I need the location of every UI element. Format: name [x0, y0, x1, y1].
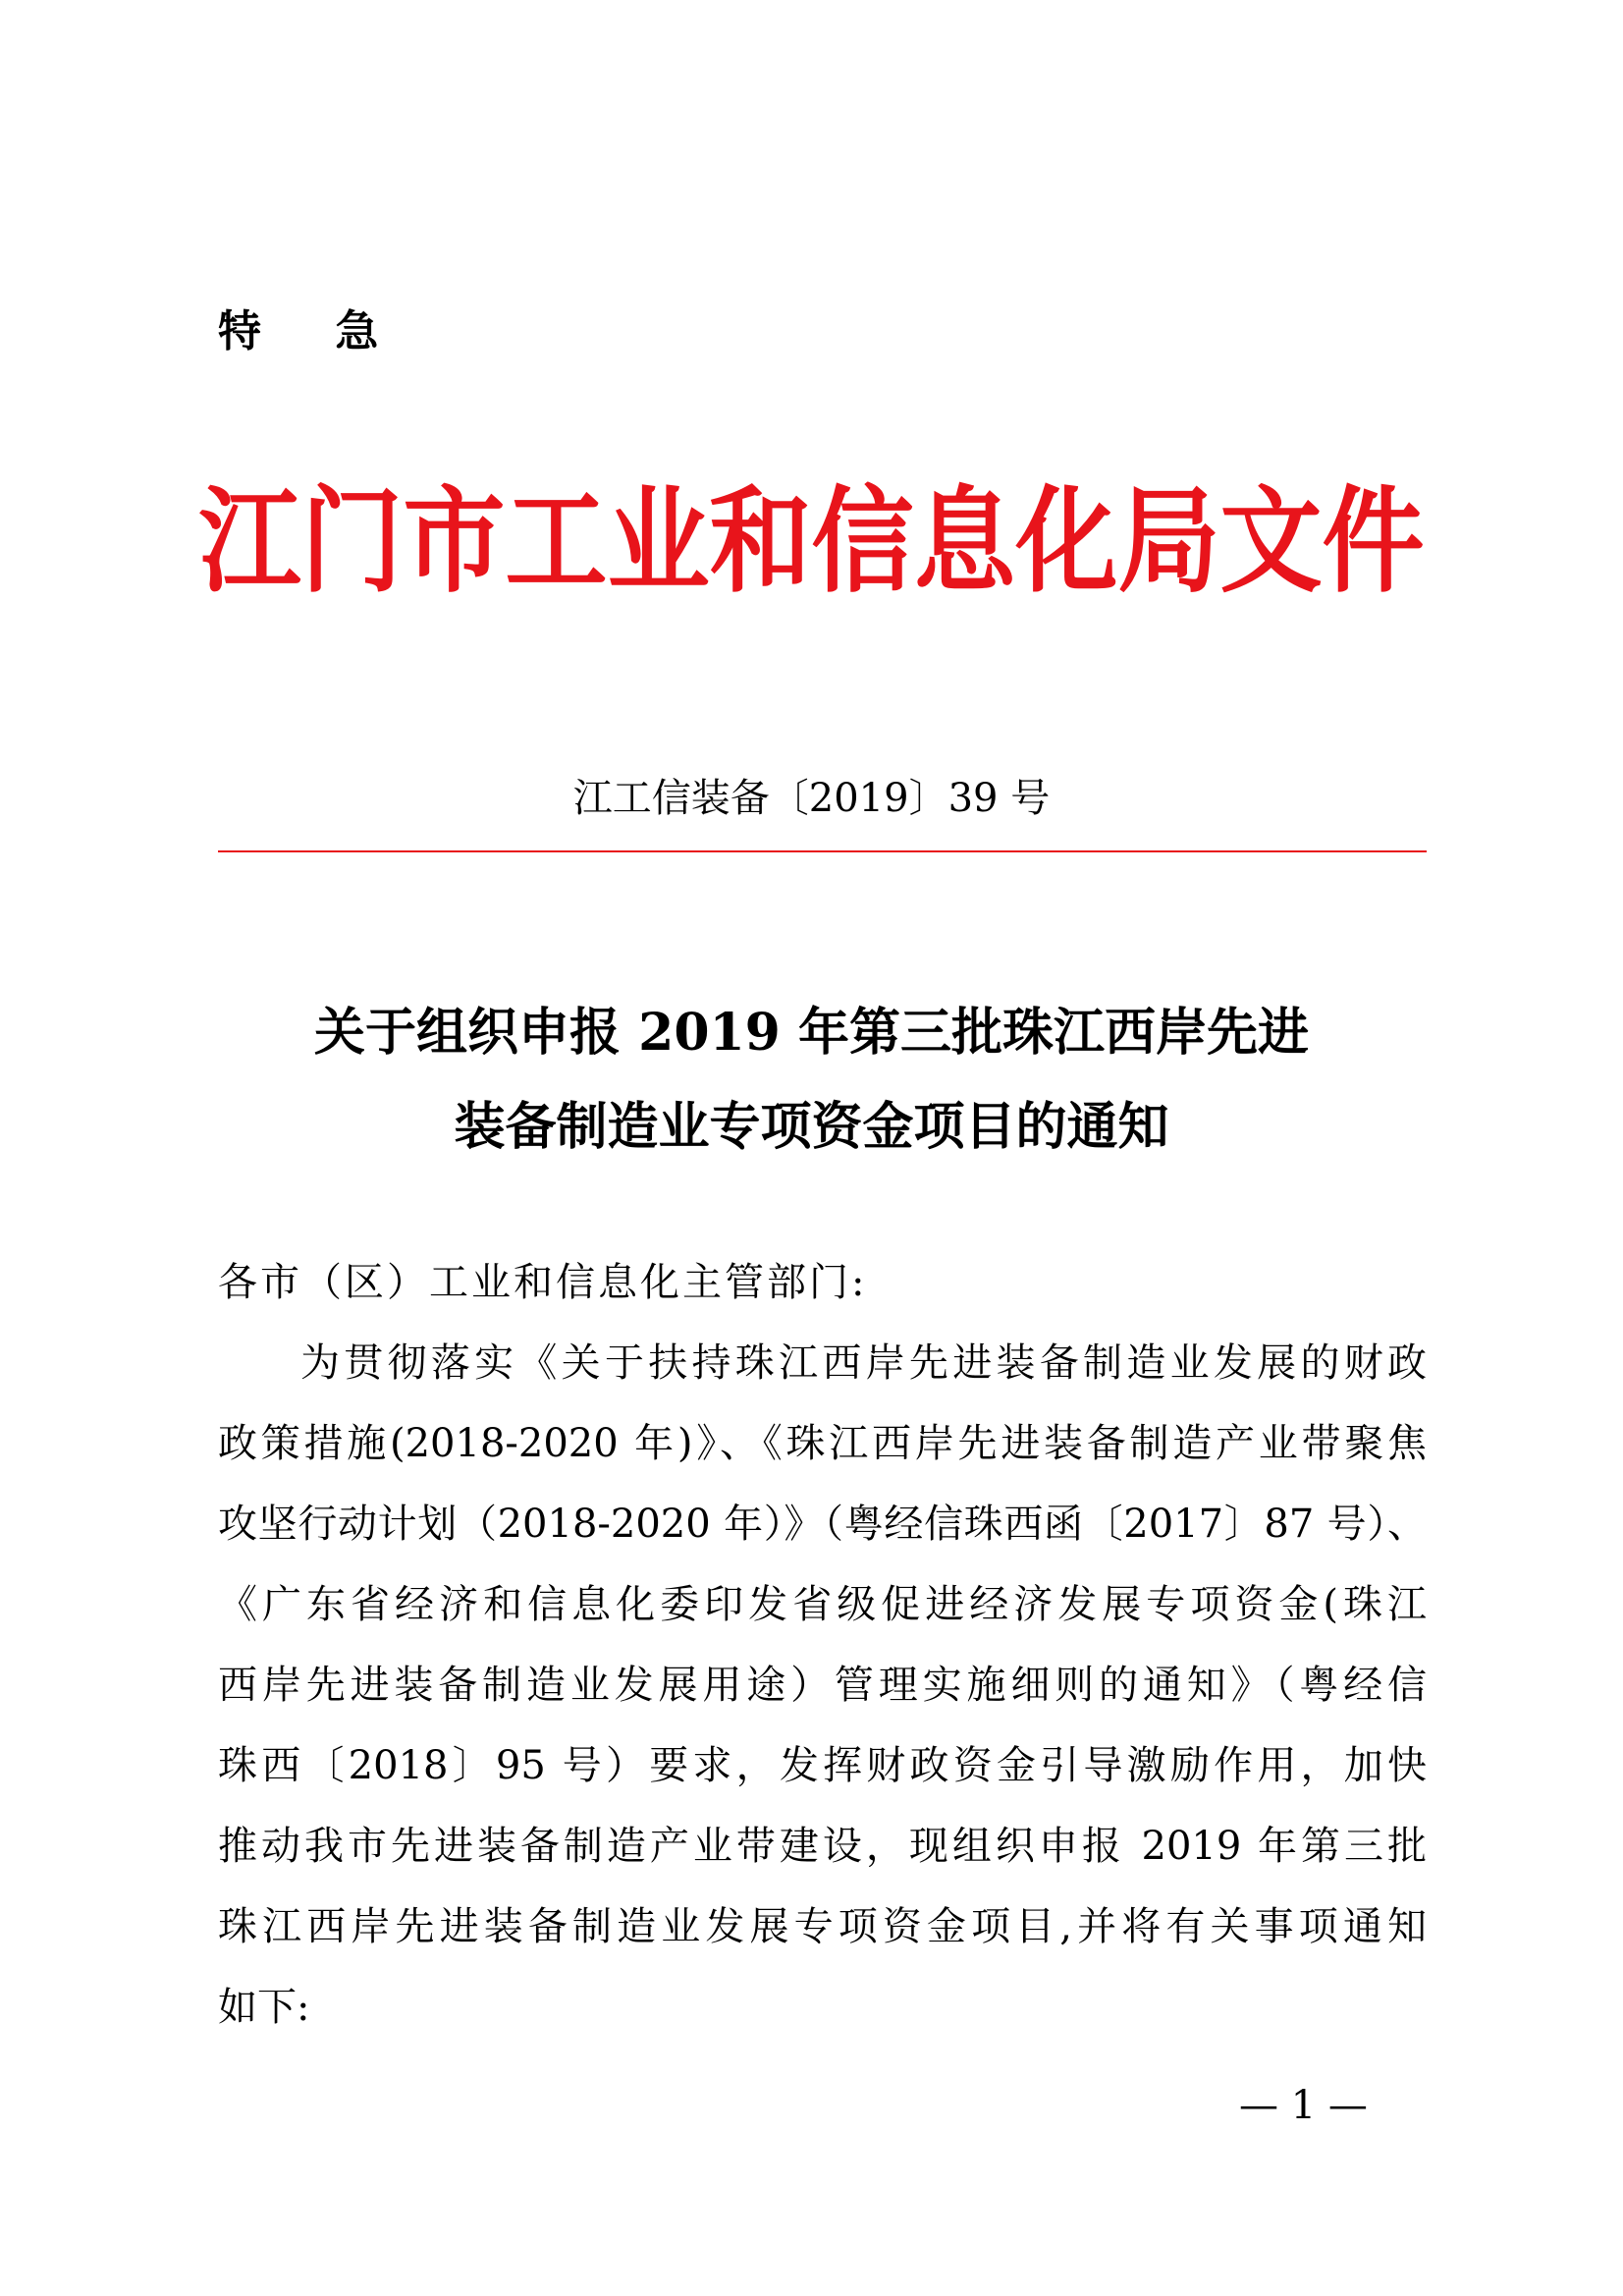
body-line: 为贯彻落实《关于扶持珠江西岸先进装备制造业发展的财政 [300, 1340, 1427, 1386]
body-line: 政策措施(2018-2020 年)》、《珠江西岸先进装备制造产业带聚焦 [218, 1421, 1427, 1466]
body-line: 珠江西岸先进装备制造业发展专项资金项目,并将有关事项通知 [218, 1904, 1427, 1949]
red-divider-line [218, 850, 1427, 852]
document-number: 江工信装备〔2019〕39 号 [572, 776, 1051, 821]
body-line: 《广东省经济和信息化委印发省级促进经济发展专项资金(珠江 [218, 1582, 1427, 1627]
notice-title-line-1: 关于组织申报 2019 年第三批珠江西岸先进 [314, 1003, 1309, 1063]
body-line: 西岸先进装备制造业发展用途）管理实施细则的通知》（粤经信 [218, 1663, 1427, 1708]
page-number: — 1 — [1239, 2083, 1368, 2128]
addressee: 各市（区）工业和信息化主管部门: [218, 1260, 868, 1305]
notice-title-line-2: 装备制造业专项资金项目的通知 [454, 1097, 1169, 1157]
body-line: 珠西〔2018〕95 号）要求，发挥财政资金引导激励作用，加快 [218, 1743, 1427, 1788]
issuer-heading: 江门市工业和信息化局文件 [198, 472, 1425, 609]
body-line: 攻坚行动计划（2018-2020 年）》（粤经信珠西函〔2017〕87 号）、 [218, 1502, 1427, 1547]
body-line: 推动我市先进装备制造产业带建设，现组织申报 2019 年第三批 [218, 1824, 1427, 1869]
urgency-mark: 特 急 [218, 306, 408, 356]
body-line: 如下: [218, 1985, 310, 2030]
